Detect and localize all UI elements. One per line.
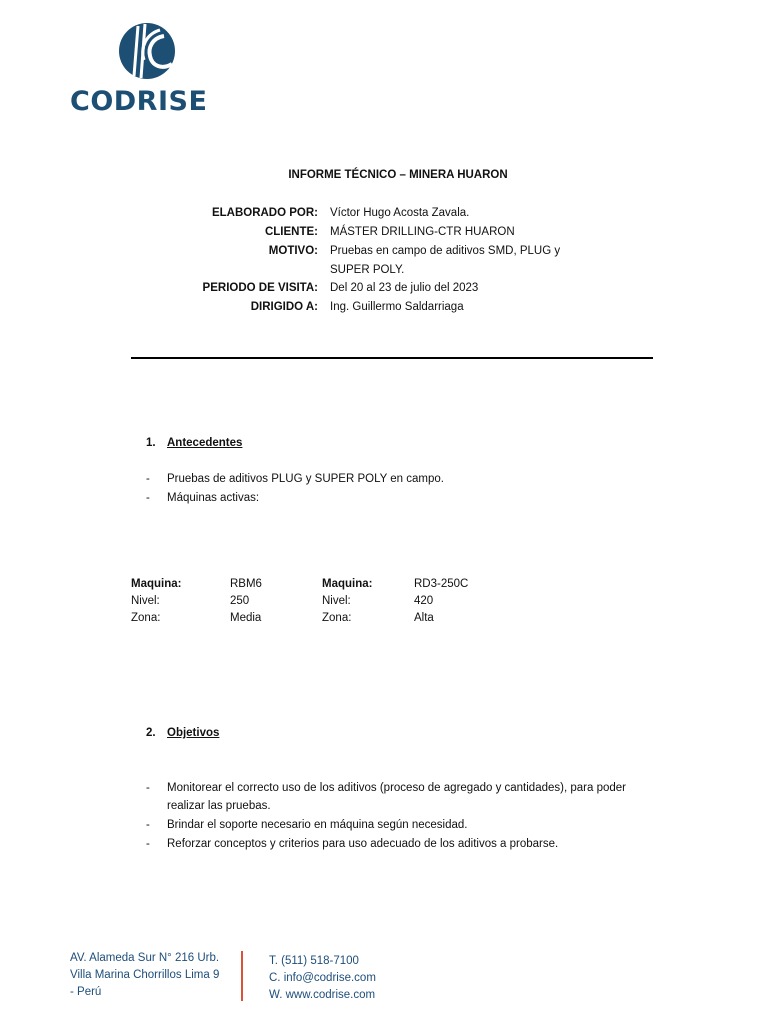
machine-value: RD3-250C [414,578,469,590]
section-number: 2. [146,727,156,739]
footer-email: C. info@codrise.com [269,972,376,984]
zone-value: Alta [414,612,434,624]
footer-address-line: AV. Alameda Sur N° 216 Urb. [70,952,220,964]
meta-value-reason: Pruebas en campo de aditivos SMD, PLUG y [330,245,561,257]
footer-website: W. www.codrise.com [269,989,376,1001]
list-item-continuation: realizar las pruebas. [167,800,271,812]
bullet-marker: - [146,473,150,485]
list-item: Monitorear el correcto uso de los aditivos (proceso de agregado y cantidades), para poder [167,782,626,794]
footer-address-line: - Perú [70,986,102,998]
bullet-marker: - [146,492,150,504]
bullet-marker: - [146,819,150,831]
section-title-antecedentes: Antecedentes [167,437,243,449]
level-label: Nivel: [322,595,351,607]
codrise-logo-mark [118,22,176,80]
meta-value-author: Víctor Hugo Acosta Zavala. [330,207,470,219]
zone-label: Zona: [131,612,161,624]
zone-value: Media [230,612,262,624]
logo-mark-icon [118,22,176,80]
footer-contacts [269,953,376,1004]
report-title: INFORME TÉCNICO – MINERA HUARON [288,169,508,181]
header-divider [131,357,653,359]
meta-label-author: ELABORADO POR: [211,207,318,219]
meta-label-client: CLIENTE: [264,226,318,238]
list-item: Reforzar conceptos y criterios para uso adecuado de los aditivos a probarse. [167,838,559,850]
meta-label-addressed-to: DIRIGIDO A: [250,301,318,313]
zone-label: Zona: [322,612,352,624]
footer-divider [241,951,243,1001]
meta-label-visit-period: PERIODO DE VISITA: [202,282,318,294]
machine-value: RBM6 [230,578,262,590]
meta-value-visit-period: Del 20 al 23 de julio del 2023 [330,282,479,294]
bullet-marker: - [146,838,150,850]
meta-value-addressed-to: Ing. Guillermo Saldarriaga [330,301,464,313]
codrise-logo-wordmark: CODRISE [70,86,208,117]
footer-phone: T. (511) 518-7100 [269,955,359,967]
meta-value-client: MÁSTER DRILLING-CTR HUARON [330,226,515,238]
bullet-marker: - [146,782,150,794]
meta-label-reason: MOTIVO: [268,245,318,257]
machine-label: Maquina: [131,578,182,590]
list-item: Pruebas de aditivos PLUG y SUPER POLY en campo. [167,473,444,485]
machine-label: Maquina: [322,578,373,590]
footer-address [70,950,219,1001]
list-item: Brindar el soporte necesario en máquina según necesidad. [167,819,468,831]
section-title-objetivos: Objetivos [167,727,220,739]
level-value: 250 [230,595,250,607]
level-label: Nivel: [131,595,160,607]
meta-value-reason-cont: SUPER POLY. [330,264,405,276]
section-number: 1. [146,437,156,449]
footer-address-line: Villa Marina Chorrillos Lima 9 [70,969,220,981]
list-item: Máquinas activas: [167,492,260,504]
level-value: 420 [414,595,434,607]
